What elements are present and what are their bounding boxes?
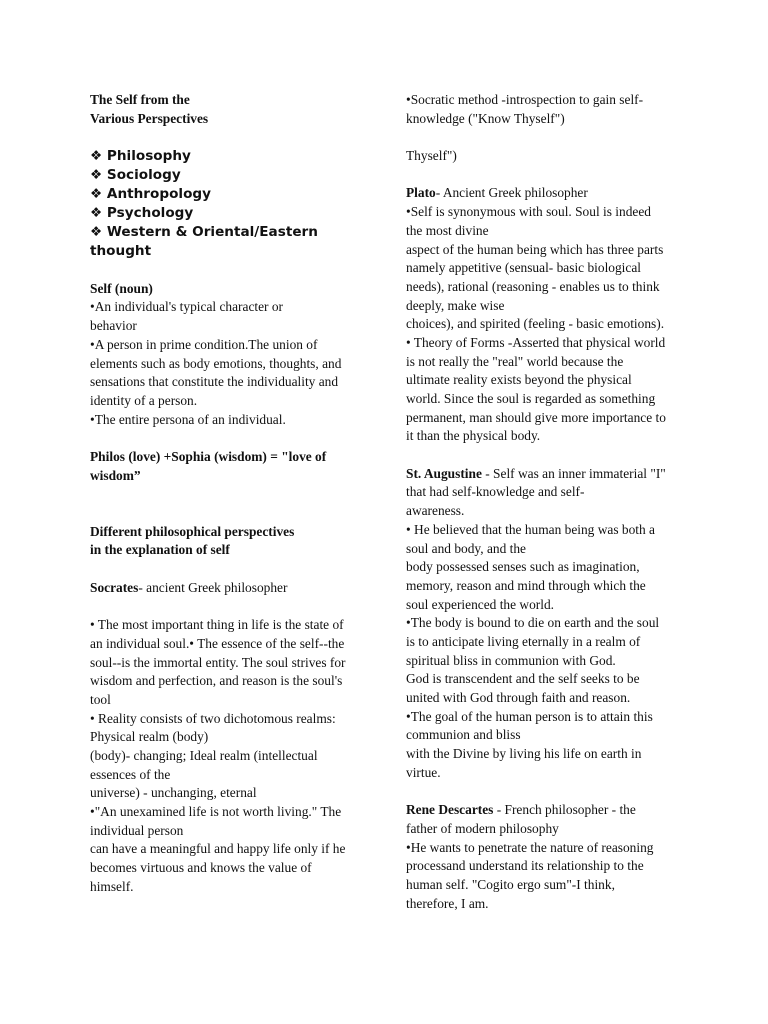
augustine-line: that had self-knowledge and self- xyxy=(406,484,585,500)
augustine-line: soul and body, and the xyxy=(406,540,526,556)
augustine-line: communion and bliss xyxy=(406,727,521,743)
self-line: behavior xyxy=(90,318,137,334)
plato-line: world. Since the soul is regarded as something xyxy=(406,391,656,406)
plato-line: namely appetitive (sensual- basic biological xyxy=(406,260,642,276)
topic-item: ❖ Philosophy xyxy=(90,148,191,165)
augustine-line: body possessed senses such as imagination, xyxy=(406,559,640,575)
socrates-section xyxy=(90,579,362,897)
plato-line: ultimate reality exists beyond the physical xyxy=(406,372,632,388)
augustine-name: St. Augustine xyxy=(406,465,482,481)
augustine-line: with the Divine by living his life on earth in xyxy=(406,746,642,762)
left-column xyxy=(90,91,362,896)
plato-name: Plato xyxy=(406,185,436,201)
augustine-line: God is transcendent and the self seeks to be xyxy=(406,671,640,687)
thyself-line: Thyself") xyxy=(406,148,457,164)
descartes-heading xyxy=(406,801,686,820)
topic-item: ❖ Anthropology xyxy=(90,186,211,203)
socrates-heading xyxy=(90,579,362,598)
plato-line: • Theory of Forms -Asserted that physical world xyxy=(406,334,666,350)
socrates-desc: - ancient Greek philosopher xyxy=(138,579,288,595)
socrates-line: Physical realm (body) xyxy=(90,729,209,745)
descartes-section xyxy=(406,801,686,913)
perspectives-heading-line: in the explanation of self xyxy=(90,542,230,558)
socratic-method xyxy=(406,91,686,128)
socratic-line: knowledge ("Know Thyself") xyxy=(406,110,565,126)
philos-definition xyxy=(90,448,362,485)
socrates-line: individual person xyxy=(90,822,184,838)
topic-item: thought xyxy=(90,243,152,260)
descartes-line: •He wants to penetrate the nature of reasoning xyxy=(406,839,654,855)
augustine-line: • He believed that the human being was both a xyxy=(406,521,655,537)
socrates-line: wisdom and perfection, and reason is the soul's xyxy=(90,673,343,689)
descartes-line: father of modern philosophy xyxy=(406,820,559,836)
self-heading: Self (noun) xyxy=(90,280,153,296)
plato-line: deeply, make wise xyxy=(406,297,505,313)
socrates-name: Socrates xyxy=(90,579,139,595)
plato-line: it than the physical body. xyxy=(406,428,541,444)
socrates-line: himself. xyxy=(90,878,134,894)
topics-list xyxy=(90,147,362,261)
augustine-line: soul experienced the world. xyxy=(406,596,554,612)
socrates-line: becomes virtuous and knows the value of xyxy=(90,860,312,876)
socrates-line: soul--is the immortal entity. The soul strives for xyxy=(90,654,346,670)
self-line: •A person in prime condition.The union of xyxy=(90,336,318,352)
topic-item: ❖ Western & Oriental/Eastern xyxy=(90,224,318,241)
self-line: sensations that constitute the individuality and xyxy=(90,374,339,390)
philos-line: Philos (love) +Sophia (wisdom) = "love of xyxy=(90,448,327,464)
plato-line: permanent, man should give more importance to xyxy=(406,409,666,425)
socrates-line: essences of the xyxy=(90,766,171,782)
socrates-line: an individual soul.• The essence of the self--the xyxy=(90,635,345,651)
plato-line: aspect of the human being which has three parts xyxy=(406,241,664,257)
plato-line: the most divine xyxy=(406,222,489,238)
plato-heading xyxy=(406,184,686,203)
topic-item: ❖ Psychology xyxy=(90,205,194,222)
philos-line: wisdom” xyxy=(90,467,141,483)
augustine-line: is to anticipate living eternally in a realm of xyxy=(406,633,641,649)
socrates-line: universe) - unchanging, eternal xyxy=(90,785,257,801)
title-line: Various Perspectives xyxy=(90,110,209,126)
augustine-line: •The goal of the human person is to attain this xyxy=(406,708,653,724)
plato-line: needs), rational (reasoning - enables us to think xyxy=(406,278,660,294)
document-title xyxy=(90,91,362,128)
descartes-line: processand understand its relationship to the xyxy=(406,858,644,874)
augustine-line: united with God through faith and reason. xyxy=(406,690,631,705)
self-line: identity of a person. xyxy=(90,392,198,408)
plato-desc: - Ancient Greek philosopher xyxy=(435,185,588,201)
socrates-line: tool xyxy=(90,691,111,707)
socrates-line: •"An unexamined life is not worth living." The xyxy=(90,804,342,820)
self-line: •An individual's typical character or xyxy=(90,299,284,315)
socrates-line: can have a meaningful and happy life only if he xyxy=(90,841,346,857)
augustine-desc: - Self was an inner immaterial "I" xyxy=(481,465,666,481)
augustine-line: awareness. xyxy=(406,503,465,519)
right-column xyxy=(406,91,686,913)
descartes-line: therefore, I am. xyxy=(406,895,489,911)
plato-line: is not really the "real" world because the xyxy=(406,353,624,369)
perspectives-heading xyxy=(90,523,362,560)
self-line: elements such as body emotions, thoughts, and xyxy=(90,355,342,371)
socrates-line: • Reality consists of two dichotomous realms: xyxy=(90,710,336,726)
title-line: The Self from the xyxy=(90,92,190,107)
socrates-line: (body)- changing; Ideal realm (intellectual xyxy=(90,747,318,763)
topic-item: ❖ Sociology xyxy=(90,167,181,184)
plato-line: •Self is synonymous with soul. Soul is indeed xyxy=(406,204,651,220)
augustine-line: memory, reason and mind through which the xyxy=(406,577,646,593)
self-line: •The entire persona of an individual. xyxy=(90,411,286,427)
descartes-line: human self. "Cogito ergo sum"-I think, xyxy=(406,876,615,892)
augustine-line: virtue. xyxy=(406,764,441,780)
augustine-line: spiritual bliss in communion with God. xyxy=(406,652,616,668)
augustine-line: •The body is bound to die on earth and the soul xyxy=(406,615,660,631)
augustine-section xyxy=(406,465,686,783)
socrates-line: • The most important thing in life is the state of xyxy=(90,617,344,633)
socratic-line: •Socratic method -introspection to gain self- xyxy=(406,92,644,107)
plato-line: choices), and spirited (feeling - basic emotions). xyxy=(406,316,665,332)
augustine-heading xyxy=(406,465,686,484)
self-definition xyxy=(90,280,362,430)
perspectives-heading-line: Different philosophical perspectives xyxy=(90,523,295,539)
descartes-name: Rene Descartes xyxy=(406,802,494,818)
descartes-desc: - French philosopher - the xyxy=(493,802,636,818)
plato-section xyxy=(406,184,686,446)
